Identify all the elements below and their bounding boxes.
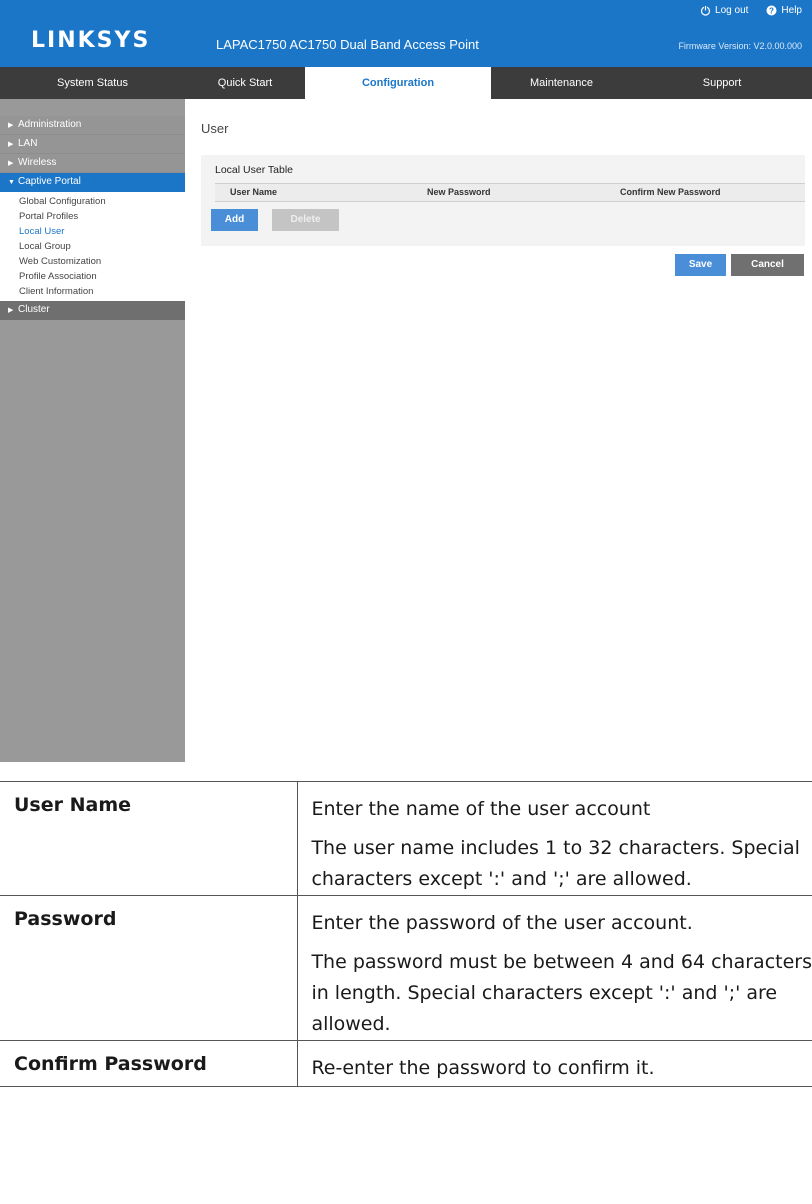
sidebar-section-label: LAN [18, 138, 38, 149]
description-line: Re-enter the password to confirm it. [311, 1057, 655, 1079]
expanded-arrow-icon: ▼ [8, 179, 15, 186]
sidebar-item-local-user[interactable]: Local User [19, 226, 65, 237]
description-line: characters except ':' and ';' are allowed. [311, 868, 692, 890]
row-label: User Name [0, 782, 298, 896]
column-confirm-new-password: Confirm New Password [620, 187, 721, 197]
tab-maintenance[interactable]: Maintenance [530, 77, 593, 89]
captive-portal-submenu [0, 192, 185, 301]
add-button[interactable]: Add [211, 209, 258, 231]
logout-link[interactable] [700, 5, 748, 16]
cancel-button[interactable]: Cancel [731, 254, 804, 276]
description-line: Enter the name of the user account [311, 798, 651, 820]
local-user-table-panel [201, 155, 805, 246]
save-button[interactable]: Save [675, 254, 726, 276]
row-description [298, 1041, 812, 1087]
sidebar-section-captive-portal[interactable] [0, 173, 185, 192]
row-label: Password [0, 896, 298, 1041]
description-line: The user name includes 1 to 32 characters. Special [311, 837, 800, 859]
table-row [0, 896, 812, 1041]
help-label: Help [781, 5, 802, 16]
app-header [0, 0, 812, 67]
main-nav [0, 67, 812, 99]
tab-quick-start[interactable]: Quick Start [217, 77, 273, 89]
svg-text:?: ? [769, 6, 775, 16]
sidebar-item-portal-profiles[interactable]: Portal Profiles [19, 211, 79, 222]
sidebar-section-wireless[interactable] [0, 154, 185, 173]
header-links [700, 5, 802, 16]
help-link[interactable] [766, 5, 802, 16]
description-line: The password must be between 4 and 64 characters [311, 951, 812, 973]
linksys-logo: LINKSYS [31, 28, 151, 53]
collapsed-arrow-icon: ▶ [8, 141, 14, 148]
collapsed-arrow-icon: ▶ [8, 160, 14, 167]
sidebar-section-lan[interactable] [0, 135, 185, 154]
help-icon [766, 5, 777, 16]
table-row [0, 782, 812, 896]
device-title: LAPAC1750 AC1750 Dual Band Access Point [216, 37, 479, 52]
sidebar-section-label: Administration [18, 119, 82, 130]
sidebar-item-global-configuration[interactable]: Global Configuration [19, 196, 106, 207]
tab-configuration[interactable]: Configuration [305, 67, 491, 99]
logout-label: Log out [715, 5, 749, 16]
sidebar-item-web-customization[interactable]: Web Customization [19, 256, 102, 267]
page-title: User [201, 121, 229, 136]
column-user-name: User Name [230, 187, 278, 197]
sidebar-item-client-information[interactable]: Client Information [19, 286, 94, 297]
sidebar-section-label: Cluster [18, 304, 50, 315]
firmware-version: Firmware Version: V2.0.00.000 [678, 41, 802, 51]
sidebar-section-administration[interactable] [0, 116, 185, 135]
collapsed-arrow-icon: ▶ [8, 307, 14, 314]
description-line: in length. Special characters except ':' and ';' are [311, 982, 778, 1004]
description-line: allowed. [311, 1013, 391, 1035]
power-icon [700, 5, 711, 16]
row-label: Confirm Password [0, 1041, 298, 1087]
sidebar [0, 99, 185, 762]
column-new-password: New Password [427, 187, 491, 197]
sidebar-section-label: Captive Portal [18, 176, 81, 187]
sidebar-section-label: Wireless [18, 157, 57, 168]
table-title: Local User Table [215, 164, 294, 176]
collapsed-arrow-icon: ▶ [8, 122, 14, 129]
sidebar-section-cluster[interactable] [0, 301, 185, 320]
tab-system-status[interactable]: System Status [57, 77, 128, 89]
table-row [0, 1041, 812, 1087]
sidebar-item-local-group[interactable]: Local Group [19, 241, 71, 252]
field-description-table [0, 781, 812, 1087]
tab-support[interactable]: Support [702, 77, 742, 89]
description-line: Enter the password of the user account. [311, 912, 693, 934]
row-description [298, 782, 812, 896]
delete-button[interactable]: Delete [272, 209, 339, 231]
row-description [298, 896, 812, 1041]
sidebar-item-profile-association[interactable]: Profile Association [19, 271, 97, 282]
table-header-row [215, 183, 805, 202]
